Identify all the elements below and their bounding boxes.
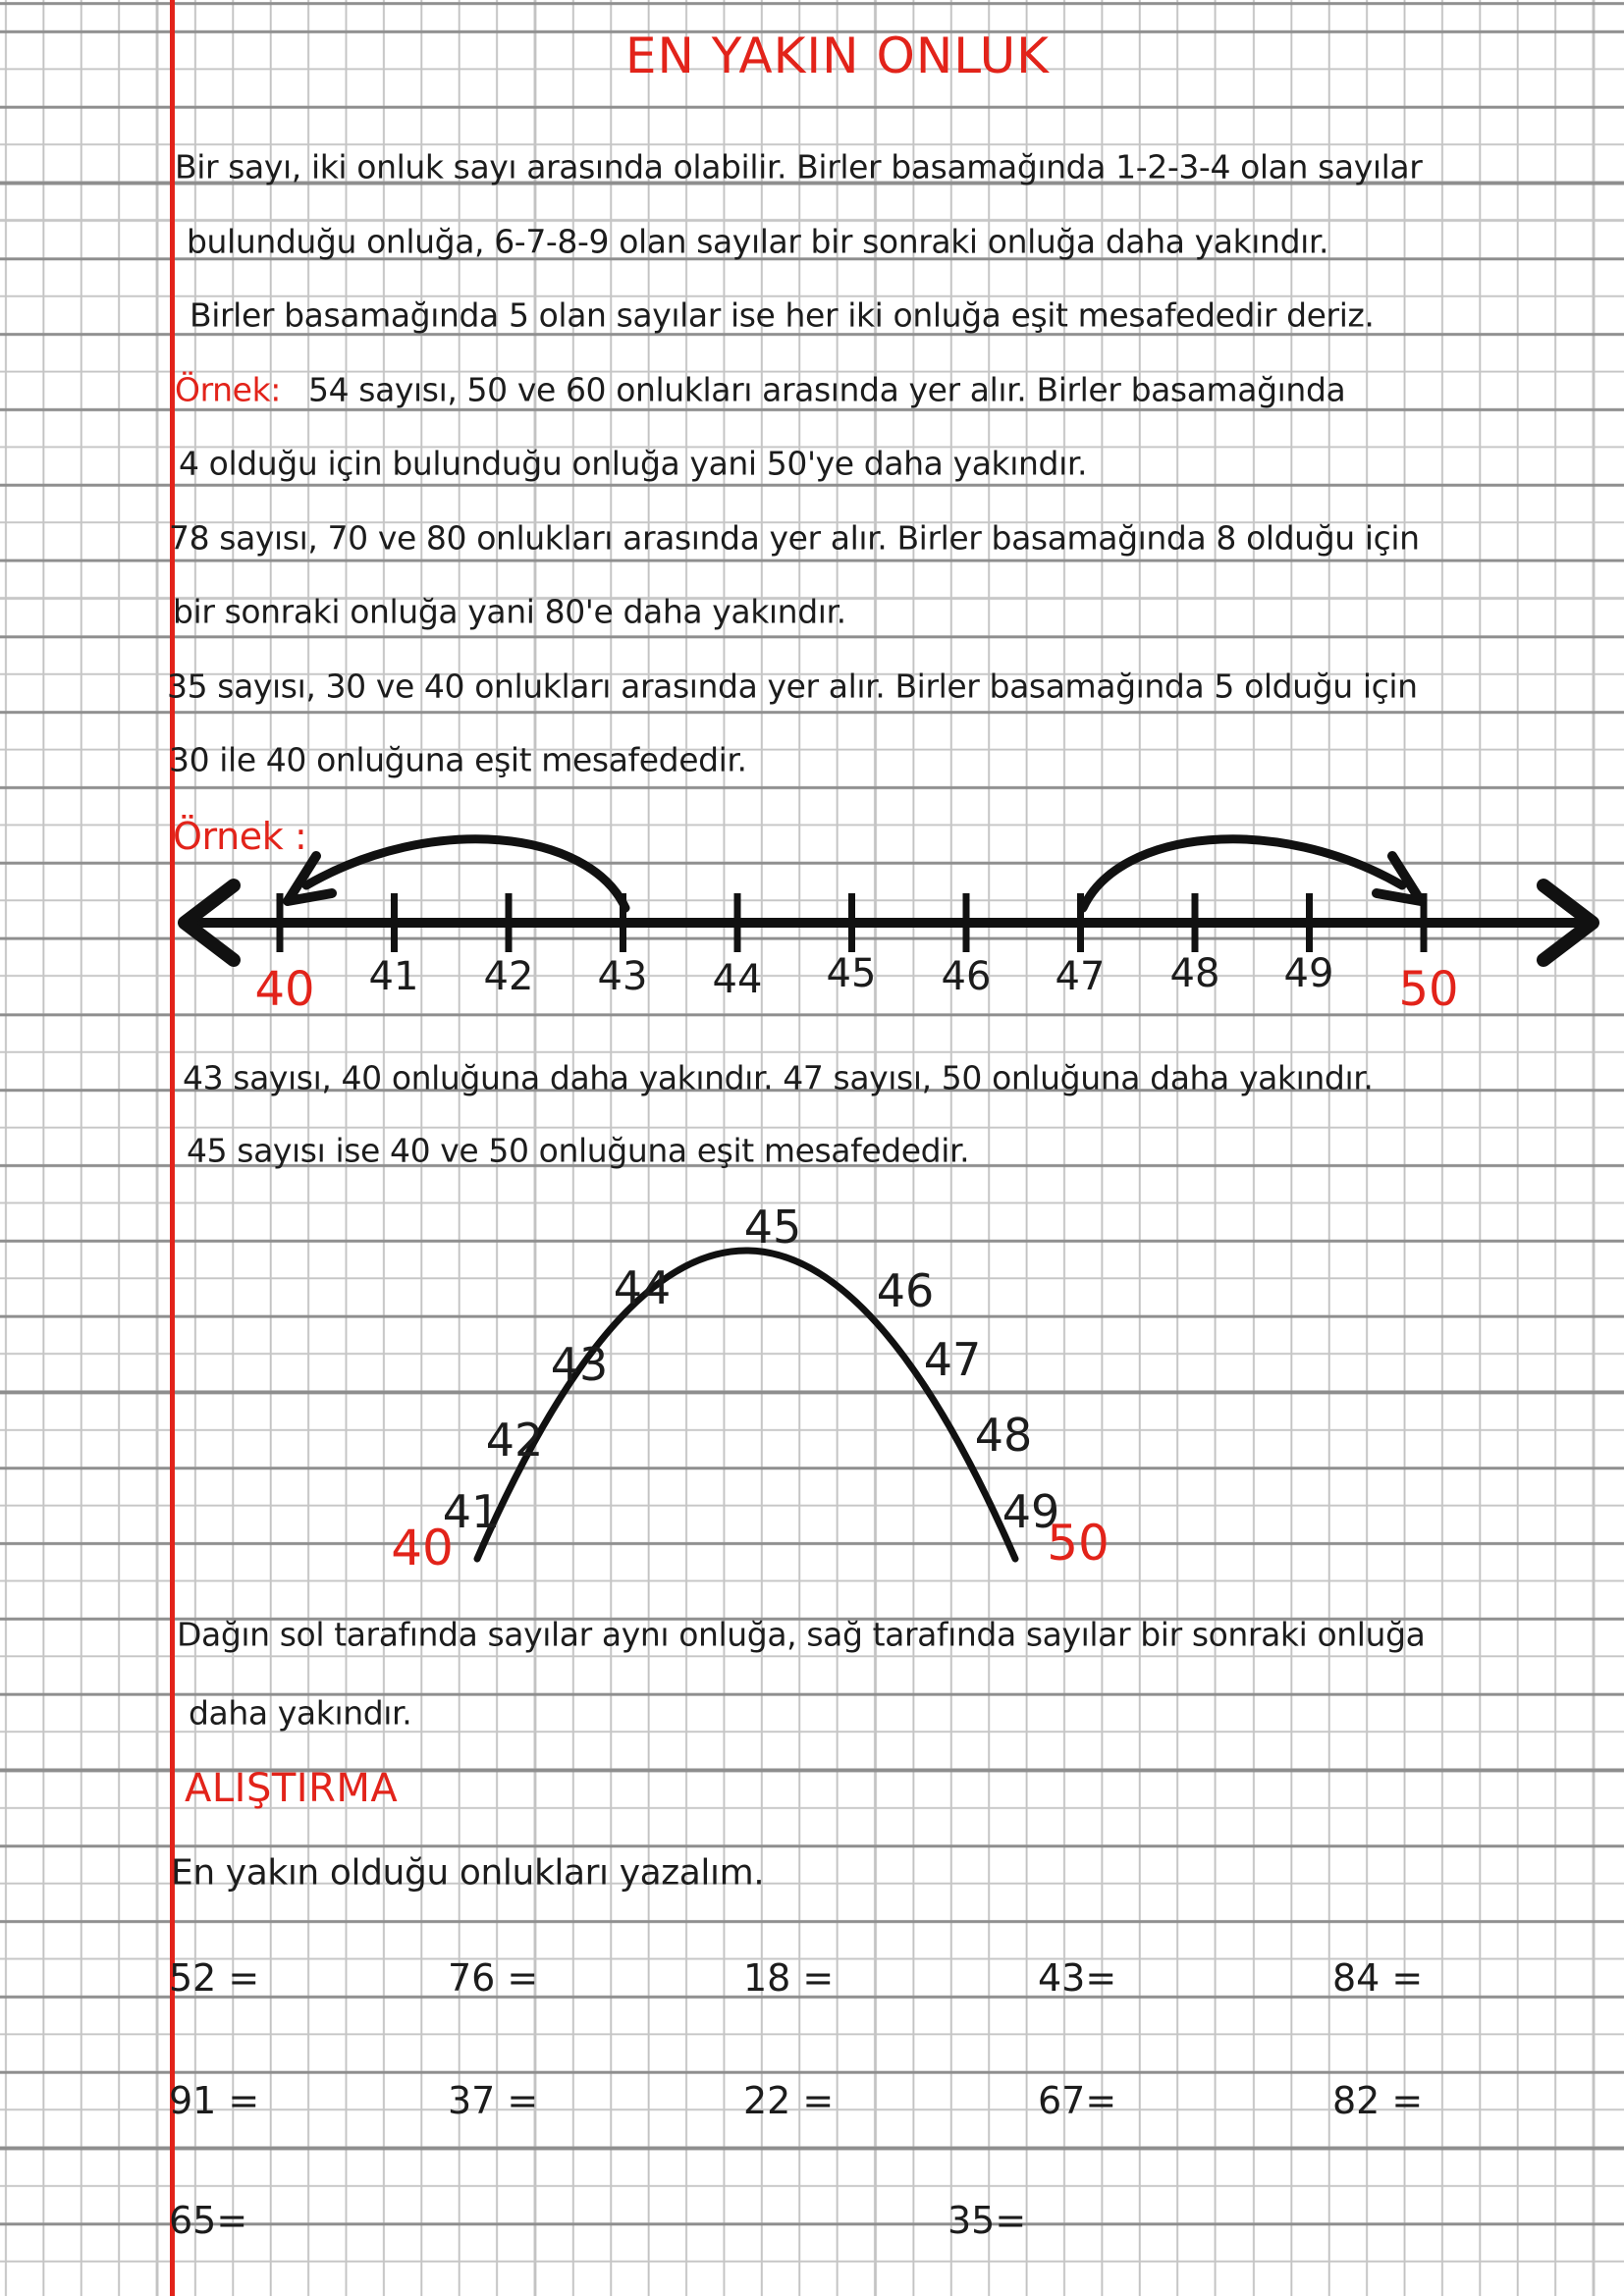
numberline-note-1: 43 sayısı, 40 onluğuna daha yakındır. 47 sayısı, 50 onluğuna daha yakındır. [183, 1058, 1374, 1097]
exercise-item-76: 76 = [448, 1956, 539, 2000]
mountain-label-42: 42 [485, 1414, 544, 1467]
numberline-note-2: 45 sayısı ise 40 ve 50 onluğuna eşit mesafededir. [187, 1131, 970, 1170]
intro-line-3: Birler basamağında 5 olan sayılar ise her iki onluğa eşit mesafededir deriz. [189, 295, 1375, 335]
tick-label-49: 49 [1283, 951, 1334, 996]
mountain-label-49: 49 [1001, 1485, 1060, 1538]
exercise-item-84: 84 = [1332, 1956, 1424, 2000]
example2-label: Örnek : [173, 815, 307, 858]
tick-label-45: 45 [826, 951, 877, 996]
mountain-label-46: 46 [876, 1264, 935, 1317]
mountain-note-1: Dağın sol tarafında sayılar aynı onluğa, sağ tarafında sayılar bir sonraki onluğa [177, 1615, 1426, 1654]
intro-line-2: bulunduğu onluğa, 6-7-8-9 olan sayılar bir sonraki onluğa daha yakındır. [187, 222, 1329, 261]
example1-line-3: 78 sayısı, 70 ve 80 onlukları arasında yer alır. Birler basamağında 8 olduğu için [169, 518, 1420, 558]
mountain-label-47: 47 [923, 1333, 982, 1386]
exercise-item-37: 37 = [448, 2079, 539, 2122]
page-title: EN YAKIN ONLUK [624, 27, 1050, 84]
exercise-item-82: 82 = [1332, 2079, 1424, 2122]
mountain-label-45: 45 [743, 1201, 802, 1254]
tick-label-50: 50 [1398, 962, 1459, 1017]
example1-line-2: 4 olduğu için bulunduğu onluğa yani 50'ye daha yakındır. [179, 444, 1088, 483]
mountain-label-50: 50 [1047, 1515, 1110, 1572]
mountain-label-48: 48 [974, 1409, 1033, 1462]
mountain-label-40: 40 [391, 1520, 454, 1576]
mountain-label-43: 43 [550, 1338, 609, 1391]
mountain-diagram [0, 1217, 1624, 1580]
example1-label: Örnek: [175, 370, 282, 409]
exercise-item-18: 18 = [743, 1956, 835, 2000]
tick-label-48: 48 [1169, 951, 1220, 996]
intro-line-1: Bir sayı, iki onluk sayı arasında olabilir. Birler basamağında 1-2-3-4 olan sayılar [175, 147, 1423, 187]
example1-text: 54 sayısı, 50 ve 60 onlukları arasında yer alır. Birler basamağında [308, 370, 1346, 409]
exercise-item-52: 52 = [169, 1956, 260, 2000]
mountain-note-2: daha yakındır. [189, 1693, 412, 1733]
exercise-item-22: 22 = [743, 2079, 835, 2122]
example1-line-4: bir sonraki onluğa yani 80'e daha yakındır. [173, 592, 846, 631]
exercise-item-67: 67= [1038, 2079, 1117, 2122]
mountain-label-44: 44 [613, 1261, 672, 1314]
number-line-diagram [0, 795, 1624, 1021]
exercise-prompt: En yakın olduğu onlukları yazalım. [171, 1852, 765, 1894]
tick-label-42: 42 [483, 954, 534, 999]
tick-label-44: 44 [712, 957, 763, 1002]
exercise-heading: ALIŞTIRMA [185, 1766, 399, 1811]
example1-line-6: 30 ile 40 onluğuna eşit mesafededir. [169, 740, 747, 779]
tick-label-41: 41 [368, 954, 419, 999]
tick-label-47: 47 [1055, 954, 1106, 999]
exercise-item-43: 43= [1038, 1956, 1117, 2000]
tick-label-40: 40 [254, 962, 315, 1017]
exercise-item-91: 91 = [169, 2079, 260, 2122]
example1-line-1 [175, 371, 1345, 409]
mountain-label-41: 41 [442, 1485, 501, 1538]
tick-label-46: 46 [941, 954, 992, 999]
tick-label-43: 43 [597, 954, 648, 999]
exercise-item-35: 35= [947, 2199, 1027, 2242]
exercise-item-65: 65= [169, 2199, 248, 2242]
example1-line-5: 35 sayısı, 30 ve 40 onlukları arasında yer alır. Birler basamağında 5 olduğu için [167, 667, 1418, 706]
red-margin-line [170, 0, 175, 2296]
